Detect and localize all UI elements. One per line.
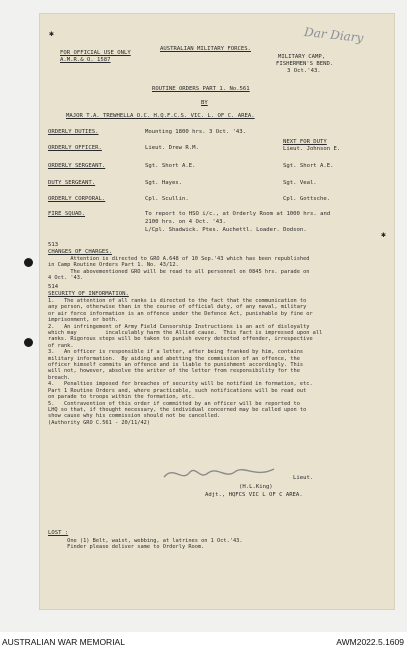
location-line-1: MILITARY CAMP, xyxy=(278,54,326,60)
section-number: 513 xyxy=(48,242,59,248)
section-body: Attention is directed to GRO A.648 of 10 Sep.'43 which has been republished in Camp Routine Orders Part 1. No. 43/12. The abovementioned GRO will be read to all personnel on 0845 hrs. parade on 4 Oct. '43. xyxy=(48,256,310,282)
section-title: CHANGES OF CHARGES. xyxy=(48,249,112,255)
institution-name: AUSTRALIAN WAR MEMORIAL xyxy=(2,637,125,647)
duty-label: ORDERLY SERGEANT. xyxy=(48,163,106,169)
duty-next: Cpl. Gottsche. xyxy=(283,196,331,202)
duty-label: ORDERLY OFFICER. xyxy=(48,145,102,151)
signature-rank: Lieut. xyxy=(293,475,314,481)
orders-title: ROUTINE ORDERS PART 1. No.561 xyxy=(152,86,250,92)
duty-next: Sgt. Short A.E. xyxy=(283,163,334,169)
official-use-label: FOR OFFICIAL USE ONLY xyxy=(60,50,131,56)
amr-reference: A.M.R.& O. 1587 xyxy=(60,57,111,63)
asterisk-mark-icon: ✱ xyxy=(381,230,386,239)
fire-squad-line: To report to HSO i/c., at Orderly Room at 1000 hrs. and xyxy=(145,211,331,217)
by-label: BY xyxy=(201,100,208,106)
lost-label: LOST : xyxy=(48,530,69,536)
mounting-time: Mounting 1800 hrs. 3 Oct. '43. xyxy=(145,129,247,135)
signature-icon xyxy=(160,463,280,485)
signature-appointment: Adjt., HQFCS VIC L OF C AREA. xyxy=(205,492,303,498)
handwritten-note: Dar Diary xyxy=(303,24,365,46)
section-title: SECURITY OF INFORMATION. xyxy=(48,291,129,297)
next-for-duty-heading: NEXT FOR DUTY xyxy=(283,139,327,145)
duty-next: Lieut. Johnson E. xyxy=(283,146,341,152)
duty-current: Lieut. Drew R.M. xyxy=(145,145,199,151)
duty-current: Sgt. Hayes. xyxy=(145,180,183,186)
fire-squad-line: L/Cpl. Shadwick. Ptes. Auchettl. Loader. Dodson. xyxy=(145,227,307,233)
issuing-officer: MAJOR T.A. TREWHELLA O.C. H.Q.F.C.S. VIC. L. OF C. AREA. xyxy=(66,113,255,119)
lost-body: One (1) Belt, waist, webbing, at latrines on 1 Oct.'43. Finder please deliver same to Orderly Room. xyxy=(67,538,243,551)
punch-hole-icon xyxy=(24,258,33,267)
fire-squad-line: 2100 hrs. on 4 Oct. '43. xyxy=(145,219,226,225)
punch-hole-icon xyxy=(24,338,33,347)
duty-next: Sgt. Veal. xyxy=(283,180,317,186)
document-date: 3 Oct.'43. xyxy=(287,68,321,74)
duty-label: ORDERLY CORPORAL. xyxy=(48,196,106,202)
duty-current: Cpl. Scullin. xyxy=(145,196,189,202)
duty-label: DUTY SERGEANT. xyxy=(48,180,96,186)
duty-current: Sgt. Short A.E. xyxy=(145,163,196,169)
orderly-duties-label: ORDERLY DUTIES. xyxy=(48,129,99,135)
location-line-2: FISHERMEN'S BEND. xyxy=(276,61,334,67)
section-number: 514 xyxy=(48,284,59,290)
fire-squad-label: FIRE SQUAD. xyxy=(48,211,86,217)
signature-name: (H.L.King) xyxy=(239,484,273,490)
accession-number: AWM2022.5.1609 xyxy=(336,637,404,647)
asterisk-mark-icon: ✱ xyxy=(49,29,54,38)
document-title: AUSTRALIAN MILITARY FORCES. xyxy=(160,46,251,52)
section-body: 1. The attention of all ranks is directed to the fact that the communication to any person, otherwise than in the course of official duty, of any naval, military or air force information is an offence under the Defence Act, punishable by fine or imprisonment, or both. 2. An infringement of Army Field Censorship Instructions is an act of disloyalty which may incalculably harm the Allied cause. This fact is impressed upon all ranks. Rigorous steps will be taken to punish every detected offender, irrespective of rank. 3. An officer is responsible if a letter, after being franked by him, contains military information. By aiding and abetting the commission of an offence, the officer himself commits an offence and is liable to punishment accordingly. This will not, however, absolve the writer of the letter from responsibility for the breach. 4. Penalties imposed for breaches of security will be notified in formation, etc. Part 1 Routine Orders and, where practicable, such notifications will be read out on parade to troops within the formation, etc. 5. Contravention of this order if committed by an officer will be reported to LHQ so that, if thought necessary, the individual concerned may be called upon to show cause why his commission should not be cancelled. (Authority GRO C.561 - 20/11/42) xyxy=(48,298,323,426)
